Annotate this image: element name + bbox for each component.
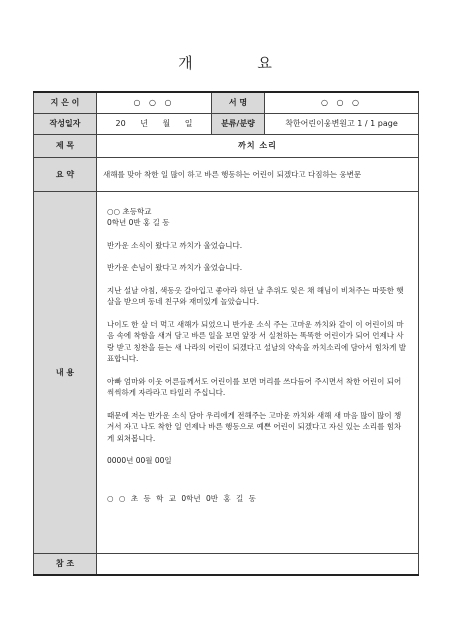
date-label: 작성일자 [34,113,97,134]
paragraph-5: 아빠 엄마와 이웃 어른들께서도 어린이를 보면 머리를 쓰다듬어 주시면서 착한 어린이 되어 씩씩하게 자라라고 타일러 주십니다. [107,376,402,397]
category-label: 분류/분량 [212,113,265,134]
author-value: ○ ○ ○ [97,92,212,113]
paragraph-3: 지난 설날 아침, 색동옷 갈아입고 좋아라 하던 날 추위도 잊은 채 해님이 비쳐주는 따뜻한 햇살을 받으며 동네 친구와 재미있게 놀았습니다. [107,285,404,306]
reviewer-label: 서 명 [212,92,265,113]
speech-date: 0000년 00월 00일 [107,456,172,465]
content-label: 내 용 [34,191,97,553]
reviewer-value: ○ ○ ○ [265,92,419,113]
subject-label: 제 목 [34,134,97,157]
subject-value: 까치 소리 [97,134,419,157]
summary-value: 새해를 맞아 착한 일 많이 하고 바른 행동하는 어린이 되겠다고 다짐하는 웅변문 [97,157,419,191]
signature-line: ○ ○ 초 등 학 교 0학년 0반 홍 길 동 [107,493,256,503]
paragraph-1: 반가운 소식이 왔다고 까치가 울었습니다. [107,240,243,250]
paragraph-4: 나이도 한 살 더 먹고 새해가 되었으니 반가운 소식 주는 고마운 까치와 같이 이 어린이의 마음 속에 착함을 새겨 담고 바른 일을 보면 앞장 서 실천하는 똑똑한 어린이가 되어 언제나 사랑 받고 칭찬을 듣는 새 나라의 어린이 되겠다고 설날의 약속을 까치소리에 담아서 힘차게 발표합니다. [107,319,407,363]
summary-label: 요 약 [34,157,97,191]
content-body [97,191,419,553]
reference-label: 참 조 [34,553,97,575]
summary-form-table [33,91,419,576]
school-name: ○○ 초등학교 [107,206,152,216]
date-value: 20 년 월 일 [97,113,212,134]
document-title: 개 요 [178,54,302,72]
student-name: 0학년 0반 홍 길 동 [107,218,170,227]
paragraph-6: 때문에 저는 반가운 소식 담아 우리에게 전해주는 고마운 까치와 새해 새 마음 많이 많이 챙겨서 자고 나도 착한 일 언제나 바른 행동으로 예쁜 어린이 되겠다고 자신 있는 소리를 힘차게 외쳐봅니다. [107,410,402,443]
reference-value [97,553,419,575]
author-label: 지 은 이 [34,92,97,113]
paragraph-2: 반가운 손님이 왔다고 까치가 울었습니다. [107,263,243,272]
category-value: 착한어린이웅변원고 1 / 1 page [265,113,419,134]
